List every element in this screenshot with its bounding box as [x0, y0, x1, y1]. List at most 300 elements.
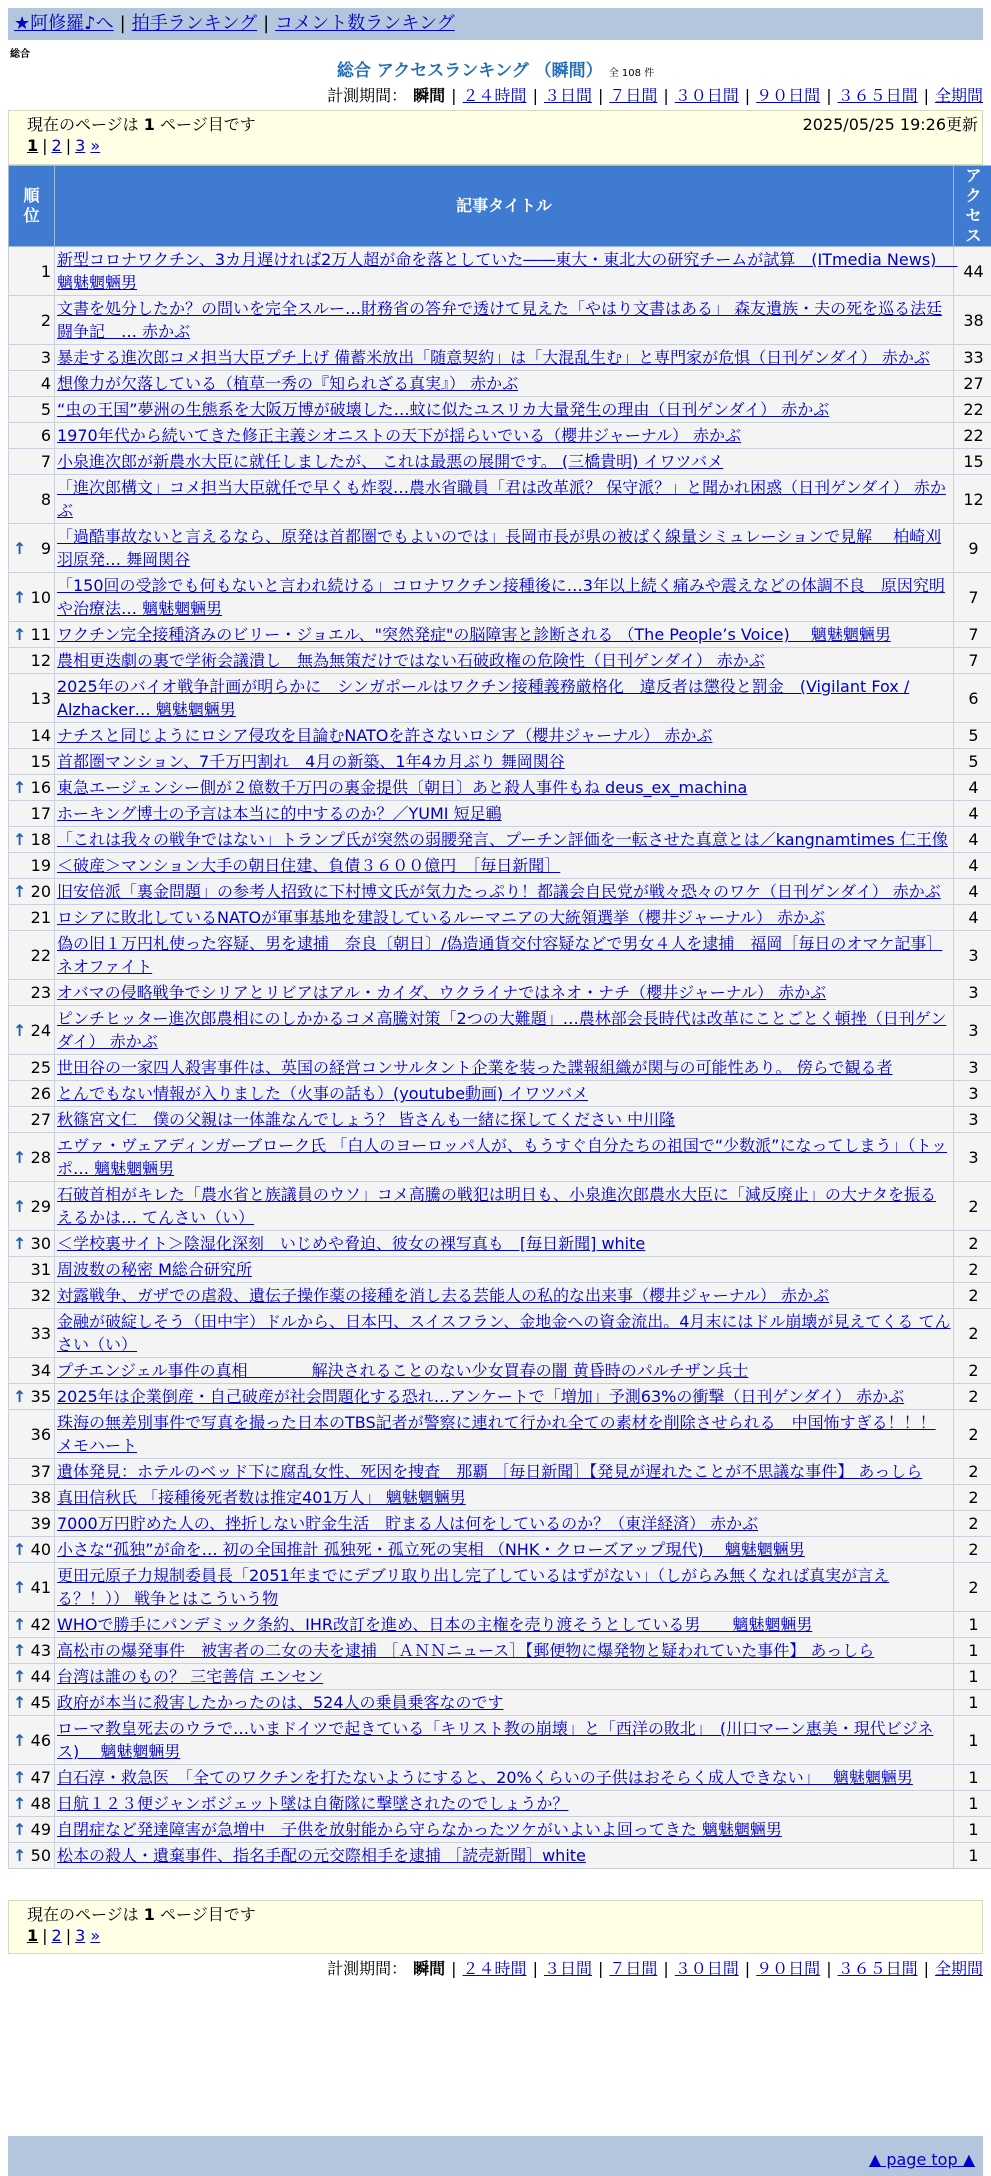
rank-cell [9, 1664, 55, 1690]
title-cell [55, 1410, 954, 1459]
access-count: 4 [954, 801, 991, 827]
title-cell [55, 1563, 954, 1612]
article-link[interactable]: 首都圏マンション、7千万円割れ 4月の新築、1年4カ月ぶり 舞岡関谷 [57, 752, 565, 771]
rank-cell [9, 1843, 55, 1869]
rank-number: 37 [30, 1462, 51, 1481]
up-arrow-icon: ↑ [13, 1730, 27, 1750]
rank-cell [9, 524, 55, 573]
table-row [9, 573, 991, 622]
title-cell [55, 1257, 954, 1283]
up-arrow-icon: ↑ [13, 587, 27, 607]
access-count: 1 [954, 1638, 991, 1664]
access-count: 3 [954, 1081, 991, 1107]
table-row [9, 1791, 991, 1817]
rank-cell [9, 1231, 55, 1257]
access-count: 3 [954, 980, 991, 1006]
updated-time: 2025/05/25 19:26更新 [802, 115, 978, 134]
rank-cell [9, 1716, 55, 1765]
article-link[interactable]: 文書を処分したか？の問いを完全スルー…財務省の答弁で透けて見えた「やはり文書はある」 森友遺族・夫の死を巡る法廷闘争記 … 赤かぶ [57, 299, 943, 341]
title-cell [55, 1843, 954, 1869]
period-24h-link[interactable]: ２４時間 [462, 86, 527, 105]
period-30d-link[interactable]: ３０日間 [674, 86, 739, 105]
rank-number: 7 [40, 452, 51, 471]
access-count: 2 [954, 1537, 991, 1563]
table-row [9, 296, 991, 345]
article-link[interactable]: 対露戦争、ガザでの虐殺、遺伝子操作薬の接種を消し去る芸能人の私的な出来事（櫻井ジャーナル） 赤かぶ [57, 1286, 829, 1305]
title-cell [55, 1309, 954, 1358]
rank-number: 13 [30, 688, 51, 708]
period-365d-link[interactable]: ３６５日間 [837, 86, 918, 105]
title-cell [55, 1358, 954, 1384]
rank-number: 19 [30, 856, 51, 875]
title-cell [55, 475, 954, 524]
access-count: 2 [954, 1257, 991, 1283]
table-row [9, 1410, 991, 1459]
access-count: 3 [954, 1133, 991, 1182]
table-row [9, 1358, 991, 1384]
rank-cell [9, 371, 55, 397]
rank-number: 3 [40, 348, 51, 367]
access-count: 2 [954, 1459, 991, 1485]
rank-number: 45 [30, 1693, 51, 1712]
table-row [9, 423, 991, 449]
table-row [9, 905, 991, 931]
article-link[interactable]: 高松市の爆発事件 被害者の二女の夫を逮捕 ［ＡＮＮニュース］【郵便物に爆発物と疑われていた事件】 あっしら [57, 1641, 875, 1660]
top-nav [8, 8, 983, 40]
rank-cell [9, 1537, 55, 1563]
article-link[interactable]: 「これは我々の戦争ではない」トランプ氏が突然の弱腰発言、プーチン評価を一転させた真意とは／kangnamtimes 仁王像 [57, 830, 948, 849]
rank-number: 11 [30, 625, 51, 644]
pager-page-2[interactable]: 2 [51, 1926, 62, 1945]
article-link[interactable]: 世田谷の一家四人殺害事件は、英国の経営コンサルタント企業を装った諜報組織が関与の可能性あり。 傍らで観る者 [57, 1058, 893, 1077]
up-arrow-icon: ↑ [13, 882, 27, 901]
title-cell [55, 980, 954, 1006]
article-link[interactable]: 1970年代から続いてきた修正主義シオニストの天下が揺らいでいる（櫻井ジャーナル） 赤かぶ [57, 426, 742, 445]
title-cell [55, 674, 954, 723]
period-selector-bottom: 計測期間： 瞬間 | ２４時間 | ３日間 | ７日間 | ３０日間 | ９０日間 | ３６５日間 | 全期間 [327, 1959, 983, 1978]
article-link[interactable]: 小泉進次郎が新農水大臣に就任しましたが、 これは最悪の展開です。 (三橋貴明) イワツバメ [57, 452, 724, 471]
rank-cell [9, 423, 55, 449]
rank-number: 15 [30, 752, 51, 771]
title-cell [55, 1690, 954, 1716]
table-row [9, 1537, 991, 1563]
rank-cell [9, 1006, 55, 1055]
article-link[interactable]: 「進次郎構文」コメ担当大臣就任で早くも炸裂…農水省職員「君は改革派？ 保守派？」と聞かれ困惑（日刊ゲンダイ） 赤かぶ [57, 478, 946, 520]
access-count: 38 [954, 296, 991, 345]
article-link[interactable]: 秋篠宮文仁 僕の父親は一体誰なんでしょう？ 皆さんも一緒に探してください 中川隆 [57, 1110, 676, 1129]
table-row [9, 1309, 991, 1358]
access-count: 6 [954, 674, 991, 723]
rank-cell [9, 1638, 55, 1664]
up-arrow-icon: ↑ [13, 1768, 27, 1787]
rank-number: 9 [40, 538, 51, 558]
rank-cell [9, 247, 55, 296]
period-24h-link[interactable]: ２４時間 [462, 1959, 527, 1978]
title-cell [55, 1664, 954, 1690]
rank-number: 2 [40, 310, 51, 330]
access-count: 15 [954, 449, 991, 475]
article-link[interactable]: 自閉症など発達障害が急増中 子供を放射能から守らなかったツケがいよいよ回ってきた 魑魅魍魎男 [57, 1820, 782, 1839]
up-arrow-icon: ↑ [13, 830, 27, 849]
title-cell [55, 1182, 954, 1231]
article-link[interactable]: 石破首相がキレた「農水省と族議員のウソ」コメ高騰の戦犯は明日も、小泉進次郎農水大臣に「減反廃止」の大ナタを振るえるかは… てんさい（い） [57, 1185, 937, 1227]
title-cell [55, 524, 954, 573]
period-30d-link[interactable]: ３０日間 [674, 1959, 739, 1978]
access-count: 2 [954, 1410, 991, 1459]
title-cell [55, 1511, 954, 1537]
title-cell [55, 723, 954, 749]
article-link[interactable]: 金融が破綻しそう（田中宇）ドルから、日本円、スイスフラン、金地金への資金流出。4月末にはドル崩壊が見えてくる てんさい（い） [57, 1312, 951, 1354]
rank-number: 36 [30, 1424, 51, 1444]
up-arrow-icon: ↑ [13, 1540, 27, 1559]
rank-cell [9, 449, 55, 475]
rank-cell [9, 622, 55, 648]
up-arrow-icon: ↑ [13, 1615, 27, 1634]
period-all-link[interactable]: 全期間 [934, 1959, 983, 1978]
title-cell [55, 1537, 954, 1563]
rank-cell [9, 296, 55, 345]
article-link[interactable]: 小さな“孤独”が命を… 初の全国推計 孤独死・孤立死の実相 （NHK・クローズアップ現代) 魑魅魍魎男 [57, 1540, 805, 1559]
pager-current: 1 [27, 1926, 39, 1945]
table-row [9, 1563, 991, 1612]
period-current: 瞬間 [413, 86, 446, 105]
up-arrow-icon: ↑ [13, 625, 27, 644]
access-count: 2 [954, 1182, 991, 1231]
rank-cell [9, 775, 55, 801]
title-cell [55, 1459, 954, 1485]
table-row [9, 1384, 991, 1410]
article-link[interactable]: 偽の旧１万円札使った容疑、男を逮捕 奈良〔朝日〕/偽造通貨交付容疑などで男女４人を逮捕 福岡［毎日のオマケ記事］ ネオファイト [57, 934, 943, 976]
table-row [9, 1485, 991, 1511]
table-row [9, 1612, 991, 1638]
title-cell [55, 449, 954, 475]
access-count: 4 [954, 775, 991, 801]
up-arrow-icon: ↑ [13, 1196, 27, 1216]
table-row [9, 749, 991, 775]
comment-ranking-link[interactable]: コメント数ランキング [275, 13, 455, 34]
article-link[interactable]: ナチスと同じようにロシア侵攻を目論むNATOを許さないロシア（櫻井ジャーナル） 赤かぶ [57, 726, 713, 745]
rank-number: 26 [30, 1084, 51, 1103]
title-cell [55, 1612, 954, 1638]
rank-number: 50 [30, 1846, 51, 1865]
up-arrow-icon: ↑ [13, 1020, 27, 1040]
access-count: 3 [954, 1055, 991, 1081]
rank-number: 33 [30, 1323, 51, 1343]
rank-number: 8 [40, 489, 51, 509]
ranking-body [9, 247, 991, 1869]
article-link[interactable]: 台湾は誰のもの？ 三宅善信 エンセン [57, 1667, 324, 1686]
rank-cell [9, 1055, 55, 1081]
access-count: 1 [954, 1817, 991, 1843]
article-link[interactable]: 農相更迭劇の裏で学術会議潰し 無為無策だけではない石破政権の危険性（日刊ゲンダイ） 赤かぶ [57, 651, 765, 670]
access-count: 2 [954, 1485, 991, 1511]
table-row [9, 801, 991, 827]
table-row [9, 1638, 991, 1664]
access-count: 22 [954, 423, 991, 449]
access-count: 4 [954, 853, 991, 879]
pager-page-3[interactable]: 3 [75, 1926, 86, 1945]
rank-cell [9, 1765, 55, 1791]
up-arrow-icon: ↑ [13, 778, 27, 797]
article-link[interactable]: 東急エージェンシー側が２億数千万円の裏金提供〔朝日〕あと殺人事件もね deus_ex_machina [57, 778, 748, 797]
article-link[interactable]: 日航１２３便ジャンボジェット墜は自衛隊に撃墜されたのでしょうか？ [57, 1794, 569, 1813]
period-90d-link[interactable]: ９０日間 [756, 1959, 821, 1978]
rank-number: 17 [30, 804, 51, 823]
article-link[interactable]: 松本の殺人・遺棄事件、指名手配の元交際相手を逮捕 ［読売新聞］white [57, 1846, 586, 1865]
rank-cell [9, 1690, 55, 1716]
rank-number: 12 [30, 651, 51, 670]
rank-cell [9, 345, 55, 371]
title-cell [55, 1283, 954, 1309]
rank-cell [9, 1612, 55, 1638]
article-link[interactable]: 白石淳・救急医 「全てのワクチンを打たないようにすると、20%くらいの子供はおそらく成人できない」 魑魅魍魎男 [57, 1768, 913, 1787]
rank-number: 49 [30, 1820, 51, 1839]
access-count: 4 [954, 879, 991, 905]
article-link[interactable]: プチエンジェル事件の真相 解決されることのない少女買春の闇 黄昏時のパルチザン兵士 [57, 1361, 749, 1380]
period-90d-link[interactable]: ９０日間 [756, 86, 821, 105]
title-cell [55, 648, 954, 674]
period-label: 計測期間： [327, 1959, 408, 1978]
nav-separator: | [263, 13, 270, 34]
page-status: 現在のページは 1 ページ目です [27, 1905, 256, 1924]
up-arrow-icon: ↑ [13, 1820, 27, 1839]
access-count: 1 [954, 1664, 991, 1690]
table-row [9, 1283, 991, 1309]
rank-cell [9, 397, 55, 423]
rank-cell [9, 801, 55, 827]
period-label: 計測期間： [327, 86, 408, 105]
rank-cell [9, 1791, 55, 1817]
article-link[interactable]: オバマの侵略戦争でシリアとリビアはアル・カイダ、ウクライナではネオ・ナチ（櫻井ジャーナル） 赤かぶ [57, 983, 827, 1002]
rank-cell [9, 1459, 55, 1485]
article-link[interactable]: 2025年は企業倒産・自己破産が社会問題化する恐れ…アンケートで「増加」予測63%の衝撃（日刊ゲンダイ） 赤かぶ [57, 1387, 905, 1406]
rank-cell [9, 980, 55, 1006]
table-row [9, 1107, 991, 1133]
article-link[interactable]: 新型コロナワクチン、3カ月遅ければ2万人超が命を落としていた――東大・東北大の研究チームが試算 (ITmedia News) 魑魅魍魎男 [57, 250, 958, 292]
article-link[interactable]: 政府が本当に殺害したかったのは、524人の乗員乗客なのです [57, 1693, 504, 1712]
article-link[interactable]: 暴走する進次郎コメ担当大臣プチ上げ 備蓄米放出「随意契約」は「大混乱生む」と専門家が危惧（日刊ゲンダイ） 赤かぶ [57, 348, 930, 367]
page-title [0, 60, 991, 85]
up-arrow-icon: ↑ [13, 1641, 27, 1660]
title-cell [55, 905, 954, 931]
pager-top: 1 | 2 | 3 » [27, 136, 101, 155]
table-row [9, 475, 991, 524]
access-count: 44 [954, 247, 991, 296]
access-count: 27 [954, 371, 991, 397]
title-cell [55, 397, 954, 423]
period-7d-link[interactable]: ７日間 [609, 86, 658, 105]
title-cell [55, 1791, 954, 1817]
article-link[interactable]: ＜破産＞マンション大手の朝日住建、負債３６００億円 ［毎日新聞］ [57, 856, 561, 875]
pager-next[interactable]: » [90, 1926, 101, 1945]
article-link[interactable]: 7000万円貯めた人の、挫折しない貯金生活 貯まる人は何をしているのか？（東洋経済） 赤かぶ [57, 1514, 759, 1533]
access-header: アクセス [954, 166, 991, 247]
rank-number: 16 [30, 778, 51, 797]
access-count: 2 [954, 1384, 991, 1410]
table-row [9, 524, 991, 573]
rank-number: 6 [40, 426, 51, 445]
article-link[interactable]: 想像力が欠落している（植草一秀の『知られざる真実』） 赤かぶ [57, 374, 519, 393]
rank-cell [9, 827, 55, 853]
title-cell [55, 573, 954, 622]
table-row [9, 1182, 991, 1231]
pager-page-3[interactable]: 3 [75, 136, 86, 155]
access-count: 1 [954, 1716, 991, 1765]
title-cell [55, 622, 954, 648]
table-row [9, 827, 991, 853]
article-link[interactable]: 真田信秋氏 「接種後死者数は推定401万人」 魑魅魍魎男 [57, 1488, 466, 1507]
period-3d-link[interactable]: ３日間 [543, 86, 592, 105]
access-count: 4 [954, 905, 991, 931]
article-link[interactable]: 「過酷事故ないと言えるなら、原発は首都圏でもよいのでは」長岡市長が県の被ばく線量シミュレーションで見解 柏崎刈羽原発… 舞岡関谷 [57, 527, 942, 569]
article-link[interactable]: 珠海の無差別事件で写真を撮った日本のTBS記者が警察に連れて行かれ全ての素材を削除させられる 中国怖すぎる！！！ メモハート [57, 1413, 936, 1455]
table-row [9, 449, 991, 475]
rank-number: 5 [40, 400, 51, 419]
total-count: 全 108 件 [608, 68, 655, 79]
title-cell [55, 1765, 954, 1791]
table-row [9, 371, 991, 397]
pager-page-2[interactable]: 2 [51, 136, 62, 155]
title-cell [55, 1638, 954, 1664]
rank-number: 46 [30, 1730, 51, 1750]
article-link[interactable]: 旧安倍派「裏金問題」の参考人招致に下村博文氏が気力たっぷり！都議会自民党が戦々恐々のワケ（日刊ゲンダイ） 赤かぶ [57, 882, 941, 901]
ranking-table [8, 165, 991, 1869]
rank-cell [9, 1257, 55, 1283]
rank-number: 39 [30, 1514, 51, 1533]
period-all-link[interactable]: 全期間 [934, 86, 983, 105]
rank-number: 32 [30, 1286, 51, 1305]
access-count: 2 [954, 1231, 991, 1257]
article-link[interactable]: WHOで勝手にパンデミック条約、IHR改訂を進め、日本の主権を売り渡そうとしている男 魑魅魍魎男 [57, 1615, 813, 1634]
rank-cell [9, 1283, 55, 1309]
title-cell [55, 296, 954, 345]
rank-cell [9, 723, 55, 749]
page-top-link[interactable]: ▲ page top ▲ [868, 2150, 975, 2169]
article-link[interactable]: 「150回の受診でも何もないと言われ続ける」コロナワクチン接種後に…3年以上続く痛みや震えなどの体調不良 原因究明や治療法… 魑魅魍魎男 [57, 576, 945, 618]
rank-number: 22 [30, 945, 51, 965]
rank-cell [9, 1563, 55, 1612]
page-info-bottom [8, 1900, 983, 1954]
title-cell [55, 345, 954, 371]
access-count: 5 [954, 723, 991, 749]
table-row [9, 1716, 991, 1765]
table-row [9, 1843, 991, 1869]
home-link[interactable]: ★阿修羅♪へ [14, 13, 114, 34]
rank-number: 24 [30, 1020, 51, 1040]
table-row [9, 980, 991, 1006]
period-7d-link[interactable]: ７日間 [609, 1959, 658, 1978]
rank-number: 35 [30, 1387, 51, 1406]
rank-number: 30 [30, 1234, 51, 1253]
title-cell [55, 853, 954, 879]
rank-number: 34 [30, 1361, 51, 1380]
article-link[interactable]: 更田元原子力規制委員長「2051年までにデブリ取り出し完了しているはずがない」（しがらみ無くなれば真実が言える？！）） 戦争とはこういう物 [57, 1566, 890, 1608]
table-row [9, 622, 991, 648]
title-cell [55, 931, 954, 980]
rank-cell [9, 1133, 55, 1182]
article-link[interactable]: ワクチン完全接種済みのビリー・ジョエル、"突然発症"の脳障害と診断される （The People’s Voice) 魑魅魍魎男 [57, 625, 891, 644]
rank-number: 43 [30, 1641, 51, 1660]
rank-cell [9, 1081, 55, 1107]
table-row [9, 1081, 991, 1107]
up-arrow-icon: ↑ [13, 1234, 27, 1253]
access-count: 3 [954, 931, 991, 980]
access-count: 2 [954, 1511, 991, 1537]
table-row [9, 1765, 991, 1791]
period-365d-link[interactable]: ３６５日間 [837, 1959, 918, 1978]
access-count: 22 [954, 397, 991, 423]
rank-cell [9, 1107, 55, 1133]
rank-number: 21 [30, 908, 51, 927]
title-cell [55, 1133, 954, 1182]
rank-cell [9, 674, 55, 723]
table-row [9, 1231, 991, 1257]
article-link[interactable]: ロシアに敗北しているNATOが軍事基地を建設しているルーマニアの大統領選挙（櫻井ジャーナル） 赤かぶ [57, 908, 826, 927]
up-arrow-icon: ↑ [13, 1387, 27, 1406]
pager-bottom: 1 | 2 | 3 » [27, 1926, 101, 1945]
pager-next[interactable]: » [90, 136, 101, 155]
table-header-row [9, 166, 991, 247]
title-cell [55, 1716, 954, 1765]
article-link[interactable]: 周波数の秘密 M総合研究所 [57, 1260, 252, 1279]
access-count: 2 [954, 1283, 991, 1309]
access-count: 33 [954, 345, 991, 371]
title-cell [55, 749, 954, 775]
rank-cell [9, 1182, 55, 1231]
table-row [9, 674, 991, 723]
access-count: 2 [954, 1358, 991, 1384]
article-link[interactable]: ＜学校裏サイト＞陰湿化深刻 いじめや脅迫、彼女の裸写真も [毎日新聞] white [57, 1234, 646, 1253]
article-link[interactable]: 遺体発見：ホテルのベッド下に腐乱女性、死因を捜査 那覇 ［毎日新聞］【発見が遅れたことが不思議な事件】 あっしら [57, 1462, 923, 1481]
rank-cell [9, 573, 55, 622]
article-link[interactable]: ローマ教皇死去のウラで…いまドイツで起きている「キリスト教の崩壊」と「西洋の敗北」 (川口マーン惠美・現代ビジネス) 魑魅魍魎男 [57, 1719, 934, 1761]
rank-cell [9, 1817, 55, 1843]
rank-cell [9, 1410, 55, 1459]
rank-number: 1 [40, 261, 51, 281]
title-cell [55, 1231, 954, 1257]
rank-number: 14 [30, 726, 51, 745]
clap-ranking-link[interactable]: 拍手ランキング [131, 13, 258, 34]
rank-number: 23 [30, 983, 51, 1002]
title-header: 記事タイトル [55, 166, 954, 247]
up-arrow-icon: ↑ [13, 1693, 27, 1712]
article-link[interactable]: とんでもない情報が入りました（火事の話も）(youtube動画) イワツバメ [57, 1084, 589, 1103]
table-row [9, 1006, 991, 1055]
title-cell [55, 879, 954, 905]
title-cell [55, 1055, 954, 1081]
title-cell [55, 1081, 954, 1107]
access-count: 12 [954, 475, 991, 524]
table-row [9, 1511, 991, 1537]
rank-header: 順位 [9, 166, 55, 247]
access-count: 1 [954, 1843, 991, 1869]
article-link[interactable]: “虫の王国”夢洲の生態系を大阪万博が破壊した…蚊に似たユスリカ大量発生の理由（日刊ゲンダイ） 赤かぶ [57, 400, 830, 419]
title-cell [55, 1817, 954, 1843]
rank-number: 40 [30, 1540, 51, 1559]
rank-cell [9, 1384, 55, 1410]
article-link[interactable]: エヴァ・ヴェアディンガーブローク氏 「白人のヨーロッパ人が、もうすぐ自分たちの祖国で“少数派”になってしまう」（トッポ… 魑魅魍魎男 [57, 1136, 947, 1178]
table-row [9, 1817, 991, 1843]
access-count: 2 [954, 1563, 991, 1612]
rank-number: 18 [30, 830, 51, 849]
article-link[interactable]: ピンチヒッター進次郎農相にのしかかるコメ高騰対策「2つの大難題」…農林部会長時代は改革にことごとく頓挫（日刊ゲンダイ） 赤かぶ [57, 1009, 947, 1051]
article-link[interactable]: ホーキング博士の予言は本当に的中するのか？／YUMI 短足鶤 [57, 804, 502, 823]
rank-number: 47 [30, 1768, 51, 1787]
period-3d-link[interactable]: ３日間 [543, 1959, 592, 1978]
access-count: 7 [954, 648, 991, 674]
access-count: 3 [954, 1006, 991, 1055]
article-link[interactable]: 2025年のバイオ戦争計画が明らかに シンガポールはワクチン接種義務厳格化 違反者は懲役と罰金 (Vigilant Fox / Alzhacker… 魑魅魍魎男 [57, 677, 910, 719]
